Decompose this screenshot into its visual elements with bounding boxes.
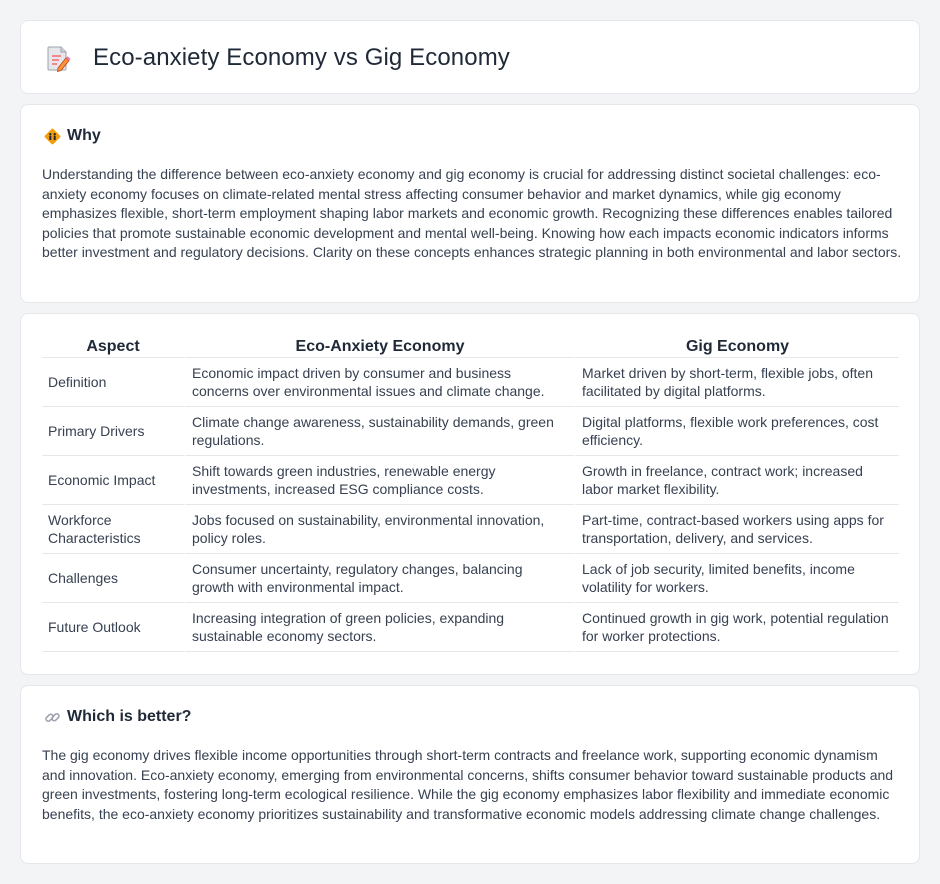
table-row xyxy=(42,554,899,603)
aspect-cell: Definition xyxy=(42,358,184,407)
eco-cell: Increasing integration of green policies, expanding sustainable economy sectors. xyxy=(184,603,574,652)
column-header-eco-anxiety: Eco-Anxiety Economy xyxy=(184,336,574,358)
aspect-cell: Economic Impact xyxy=(42,456,184,505)
eco-cell: Shift towards green industries, renewable energy investments, increased ESG compliance costs. xyxy=(184,456,574,505)
gig-cell: Lack of job security, limited benefits, income volatility for workers. xyxy=(574,554,899,603)
why-text: Understanding the difference between eco-anxiety economy and gig economy is crucial for addressing distinct societal challenges: eco-anxiety economy focuses on climate-related mental stress affecting consumer behavior and market dynamics, while gig economy emphasizes flexible, short-term employment shaping labor markets and economic growth. Recognizing these differences enables tailored policies that promote sustainable economic development and mental well-being. Knowing how each impacts economic indicators informs better investment and regulatory decisions. Clarity on these concepts enhances strategic planning in both environmental and labor sectors. xyxy=(42,166,902,260)
people-sign-icon xyxy=(43,127,61,145)
document-edit-icon xyxy=(45,44,71,72)
comparison-table xyxy=(42,336,899,652)
table-row xyxy=(42,505,899,554)
better-text: The gig economy drives flexible income opportunities through short-term contracts and freelance work, supporting economic dynamism and innovation. Eco-anxiety economy, emerging from environmental concerns, shifts consumer behavior toward sustainable products and green investments, fostering long-term ecological resilience. While the gig economy emphasizes labor flexibility and immediate economic benefits, the eco-anxiety economy prioritizes sustainability and transformative economic models addressing climate change challenges. xyxy=(42,747,894,822)
eco-cell: Consumer uncertainty, regulatory changes, balancing growth with environmental impact. xyxy=(184,554,574,603)
gig-cell: Digital platforms, flexible work preferences, cost efficiency. xyxy=(574,407,899,456)
table-header-row xyxy=(42,336,899,358)
eco-cell: Jobs focused on sustainability, environmental innovation, policy roles. xyxy=(184,505,574,554)
table-row xyxy=(42,456,899,505)
column-header-aspect: Aspect xyxy=(42,336,184,358)
column-header-gig: Gig Economy xyxy=(574,336,899,358)
table-row xyxy=(42,407,899,456)
better-heading-row xyxy=(43,708,191,726)
why-section xyxy=(20,104,920,303)
eco-cell: Economic impact driven by consumer and business concerns over environmental issues and climate change. xyxy=(184,358,574,407)
why-heading-row xyxy=(43,127,101,145)
aspect-cell: Workforce Characteristics xyxy=(42,505,184,554)
comparison-table-card xyxy=(20,313,920,675)
table-row xyxy=(42,603,899,652)
which-is-better-section xyxy=(20,685,920,864)
eco-cell: Climate change awareness, sustainability demands, green regulations. xyxy=(184,407,574,456)
gig-cell: Growth in freelance, contract work; increased labor market flexibility. xyxy=(574,456,899,505)
better-heading: Which is better? xyxy=(67,708,192,725)
gig-cell: Part-time, contract-based workers using apps for transportation, delivery, and services. xyxy=(574,505,899,554)
aspect-cell: Future Outlook xyxy=(42,603,184,652)
header-card xyxy=(20,20,920,94)
link-icon xyxy=(43,708,61,726)
gig-cell: Continued growth in gig work, potential regulation for worker protections. xyxy=(574,603,899,652)
gig-cell: Market driven by short-term, flexible jobs, often facilitated by digital platforms. xyxy=(574,358,899,407)
aspect-cell: Challenges xyxy=(42,554,184,603)
why-heading: Why xyxy=(67,127,101,144)
page-title-row xyxy=(45,43,510,73)
table-row xyxy=(42,358,899,407)
aspect-cell: Primary Drivers xyxy=(42,407,184,456)
page-title: Eco-anxiety Economy vs Gig Economy xyxy=(93,44,510,71)
